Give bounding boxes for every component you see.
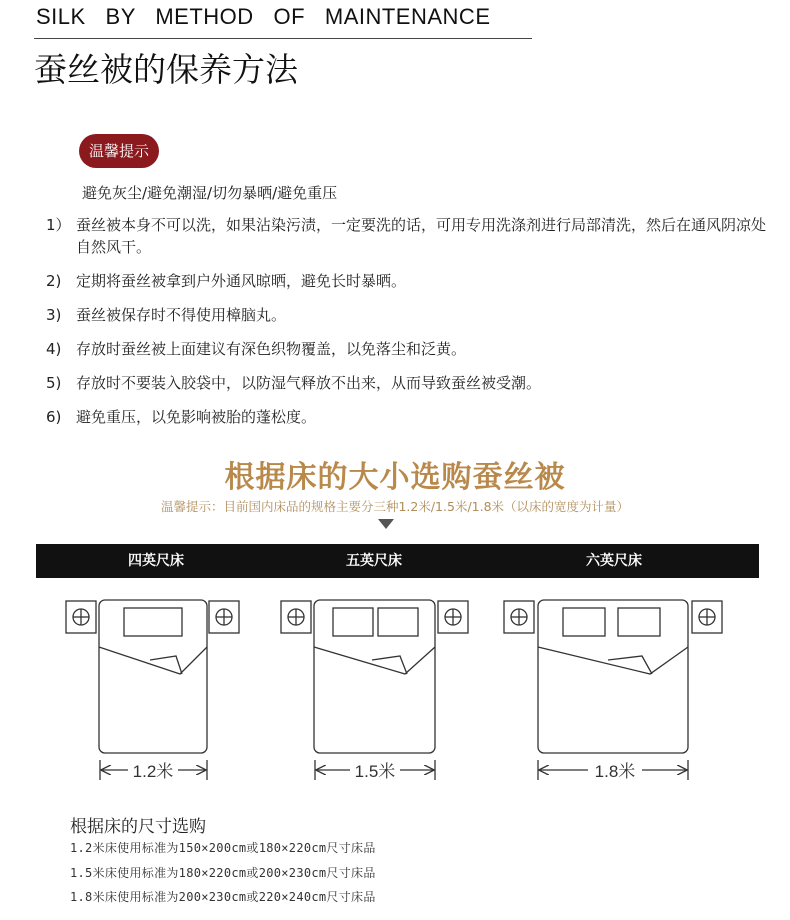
guide-title: 根据床的尺寸选购 [70,817,206,837]
item-text: 蚕丝被保存时不得使用樟脑丸。 [76,306,287,324]
item-number: 5) [46,374,62,392]
bed-width-label: 1.8米 [594,762,636,781]
bed-frame [314,600,435,753]
bed-width-label: 1.5米 [354,762,396,781]
item-number: 6) [46,408,62,426]
bed-label-5ft: 五英尺床 [346,553,402,569]
pillow-icon [378,608,418,636]
list-item [46,270,766,292]
bed-size-bar [36,544,759,578]
english-title: SILK BY METHOD OF MAINTENANCE [36,4,491,29]
item-number: 2) [46,272,62,290]
list-item [46,406,766,428]
bed-diagram-1-8m [504,600,722,780]
guide-line: 1.5米床使用标准为180×220cm或200×230cm尺寸床品 [70,866,376,880]
tip-summary: 避免灰尘/避免潮湿/切勿暴晒/避免重压 [82,184,338,202]
bed-diagram-1-5m [281,600,468,780]
item-number: 1） [46,216,71,234]
care-list [46,214,766,440]
bed-width-label: 1.2米 [132,762,174,781]
item-text: 存放时蚕丝被上面建议有深色织物覆盖，以免落尘和泛黄。 [76,340,467,358]
pillow-icon [618,608,660,636]
item-text: 避免重压，以免影响被胎的蓬松度。 [76,408,317,426]
item-text: 存放时不要装入胶袋中，以防湿气释放不出来，从而导致蚕丝被受潮。 [76,374,542,392]
item-number: 4) [46,340,62,358]
guide-line: 1.2米床使用标准为150×200cm或180×220cm尺寸床品 [70,841,376,855]
list-item [46,304,766,326]
section-title: 根据床的大小选购蚕丝被 [224,460,566,495]
item-text: 蚕丝被本身不可以洗，如果沾染污渍，一定要洗的话，可用专用洗涤剂进行局部清洗，然后在通风阴凉处自然风干。 [76,216,767,256]
page-title: 蚕丝被的保养方法 [34,50,298,89]
bed-frame [99,600,207,753]
item-number: 3) [46,306,62,324]
bed-diagram-1-2m [66,600,239,780]
list-item [46,338,766,360]
pillow-icon [333,608,373,636]
pillow-icon [124,608,182,636]
bed-label-6ft: 六英尺床 [586,553,642,569]
bed-frame [538,600,688,753]
bed-label-4ft: 四英尺床 [128,553,184,569]
tip-badge: 温馨提示 [79,134,159,168]
down-triangle-icon [378,519,394,529]
title-divider [34,38,532,39]
list-item [46,214,766,258]
bed-diagrams [0,590,790,790]
pillow-icon [563,608,605,636]
list-item [46,372,766,394]
section-subtitle: 温馨提示：目前国内床品的规格主要分三种1.2米/1.5米/1.8米（以床的宽度为计量） [160,499,630,514]
item-text: 定期将蚕丝被拿到户外通风晾晒，避免长时暴晒。 [76,272,407,290]
guide-line: 1.8米床使用标准为200×230cm或220×240cm尺寸床品 [70,890,376,904]
